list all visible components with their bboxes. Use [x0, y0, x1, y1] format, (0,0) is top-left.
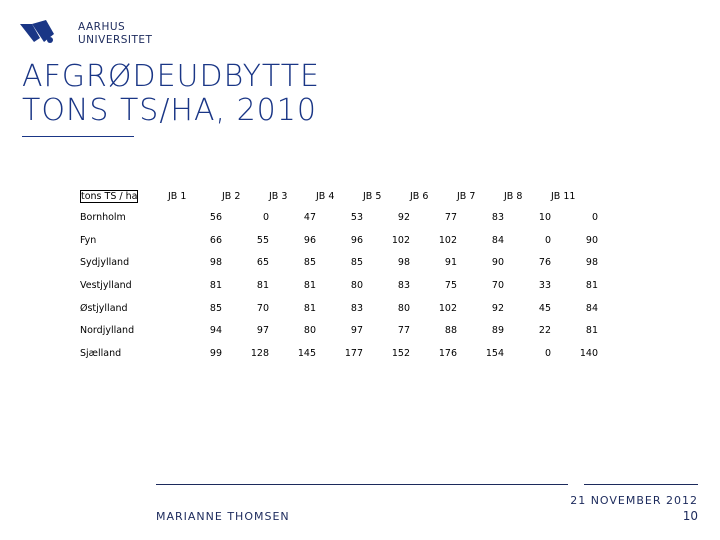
table-cell-value: 0	[544, 234, 551, 246]
table-cell-value: 98	[397, 257, 410, 269]
table-cell-value: 75	[444, 279, 457, 291]
table-cell-value: 0	[544, 347, 551, 359]
table-row	[80, 319, 598, 342]
footer-author: MARIANNE THOMSEN	[156, 510, 290, 523]
table-cell-value: 81	[303, 302, 316, 314]
table-cell-value: 128	[250, 347, 269, 359]
university-logo	[20, 16, 153, 52]
table-header-label: JB 4	[316, 190, 335, 202]
table-cell-value: 80	[397, 302, 410, 314]
table-cell-value: 85	[209, 302, 222, 314]
table-cell-value: 84	[491, 234, 504, 246]
logo-line-aarhus: AARHUS	[78, 21, 126, 33]
table-cell-value: 83	[491, 211, 504, 223]
table-row	[80, 206, 598, 229]
table-header-label: JB 2	[222, 190, 241, 202]
table-header-soil-type	[410, 186, 457, 206]
table-header-label: JB 3	[269, 190, 288, 202]
yield-table	[80, 186, 598, 365]
table-header-label: JB 5	[363, 190, 382, 202]
table-cell-value: 47	[303, 211, 316, 223]
table-cell-value: 97	[350, 325, 363, 337]
table-cell-value: 140	[579, 347, 598, 359]
logo-line-universitet: UNIVERSITET	[78, 34, 153, 46]
table-cell-value: 102	[438, 302, 457, 314]
table-cell-value: 90	[585, 234, 598, 246]
table-cell-value: 77	[444, 211, 457, 223]
table-cell-value: 81	[585, 325, 598, 337]
table-header-label: tons TS / ha	[81, 190, 138, 202]
table-row	[80, 251, 598, 274]
table-header-label: JB 7	[457, 190, 476, 202]
table-header-soil-type	[168, 186, 222, 206]
region-label: Sydjylland	[80, 257, 130, 269]
table-cell-value: 53	[350, 211, 363, 223]
table-cell-value: 65	[256, 257, 269, 269]
table-cell-value: 22	[538, 325, 551, 337]
table-cell-value: 81	[256, 279, 269, 291]
aarhus-university-seal-icon	[20, 20, 56, 46]
region-label: Nordjylland	[80, 325, 135, 337]
table-header-soil-type	[316, 186, 363, 206]
title-line-2: TONS TS/HA, 2010	[22, 93, 317, 128]
table-cell-value: 10	[538, 211, 551, 223]
table-cell-value: 176	[438, 347, 457, 359]
table-cell-value: 97	[256, 325, 269, 337]
table-cell-value: 91	[444, 257, 457, 269]
table-cell-value: 0	[262, 211, 269, 223]
table-cell-value: 89	[491, 325, 504, 337]
table-cell-value: 84	[585, 302, 598, 314]
table-cell-value: 76	[538, 257, 551, 269]
title-underline	[22, 136, 134, 137]
table-row	[80, 342, 598, 365]
region-label: Sjælland	[80, 347, 122, 359]
table-header-label: JB 6	[410, 190, 429, 202]
table-cell-value: 81	[303, 279, 316, 291]
table-header-soil-type	[504, 186, 551, 206]
table-cell-value: 102	[438, 234, 457, 246]
table-cell-value: 94	[209, 325, 222, 337]
table-header-row	[80, 186, 598, 206]
table-cell-value: 92	[397, 211, 410, 223]
table-cell-value: 96	[303, 234, 316, 246]
table-header-label: JB 1	[168, 190, 187, 202]
table-row	[80, 297, 598, 320]
title-line-1: AFGRØDEUDBYTTE	[22, 59, 321, 94]
table-header-unit	[80, 186, 168, 206]
table-cell-value: 33	[538, 279, 551, 291]
table-cell-value: 70	[256, 302, 269, 314]
table-cell-value: 177	[344, 347, 363, 359]
table-cell-value: 0	[591, 211, 598, 223]
table-header-soil-type	[551, 186, 598, 206]
table-cell-value: 81	[209, 279, 222, 291]
table-cell-value: 56	[209, 211, 222, 223]
table-cell-value: 98	[209, 257, 222, 269]
table-row	[80, 229, 598, 252]
table-cell-value: 80	[303, 325, 316, 337]
table-cell-value: 90	[491, 257, 504, 269]
table-header-soil-type	[363, 186, 410, 206]
region-label: Fyn	[80, 234, 97, 246]
table-cell-value: 55	[256, 234, 269, 246]
region-label: Bornholm	[80, 211, 126, 223]
table-cell-value: 85	[303, 257, 316, 269]
table-header-soil-type	[222, 186, 269, 206]
table-header-soil-type	[269, 186, 316, 206]
table-cell-value: 102	[391, 234, 410, 246]
table-body	[80, 206, 598, 365]
table-cell-value: 152	[391, 347, 410, 359]
region-label: Vestjylland	[80, 279, 132, 291]
table-cell-value: 77	[397, 325, 410, 337]
footer-divider-left	[156, 484, 568, 485]
slide-title	[22, 60, 320, 128]
table-cell-value: 99	[209, 347, 222, 359]
table-cell-value: 66	[209, 234, 222, 246]
table-cell-value: 81	[585, 279, 598, 291]
table-cell-value: 96	[350, 234, 363, 246]
footer-date: 21 NOVEMBER 2012	[570, 494, 698, 507]
table-cell-value: 154	[485, 347, 504, 359]
table-cell-value: 88	[444, 325, 457, 337]
table-header-label: JB 11	[551, 190, 576, 202]
page-number: 10	[682, 509, 698, 523]
table-cell-value: 83	[350, 302, 363, 314]
table-cell-value: 145	[297, 347, 316, 359]
table-header-soil-type	[457, 186, 504, 206]
footer-divider-right	[584, 484, 698, 485]
table-cell-value: 70	[491, 279, 504, 291]
table-cell-value: 83	[397, 279, 410, 291]
table-row	[80, 274, 598, 297]
table-cell-value: 45	[538, 302, 551, 314]
table-cell-value: 92	[491, 302, 504, 314]
table-header-label: JB 8	[504, 190, 523, 202]
table-cell-value: 98	[585, 257, 598, 269]
region-label: Østjylland	[80, 302, 128, 314]
table-cell-value: 85	[350, 257, 363, 269]
table-cell-value: 80	[350, 279, 363, 291]
